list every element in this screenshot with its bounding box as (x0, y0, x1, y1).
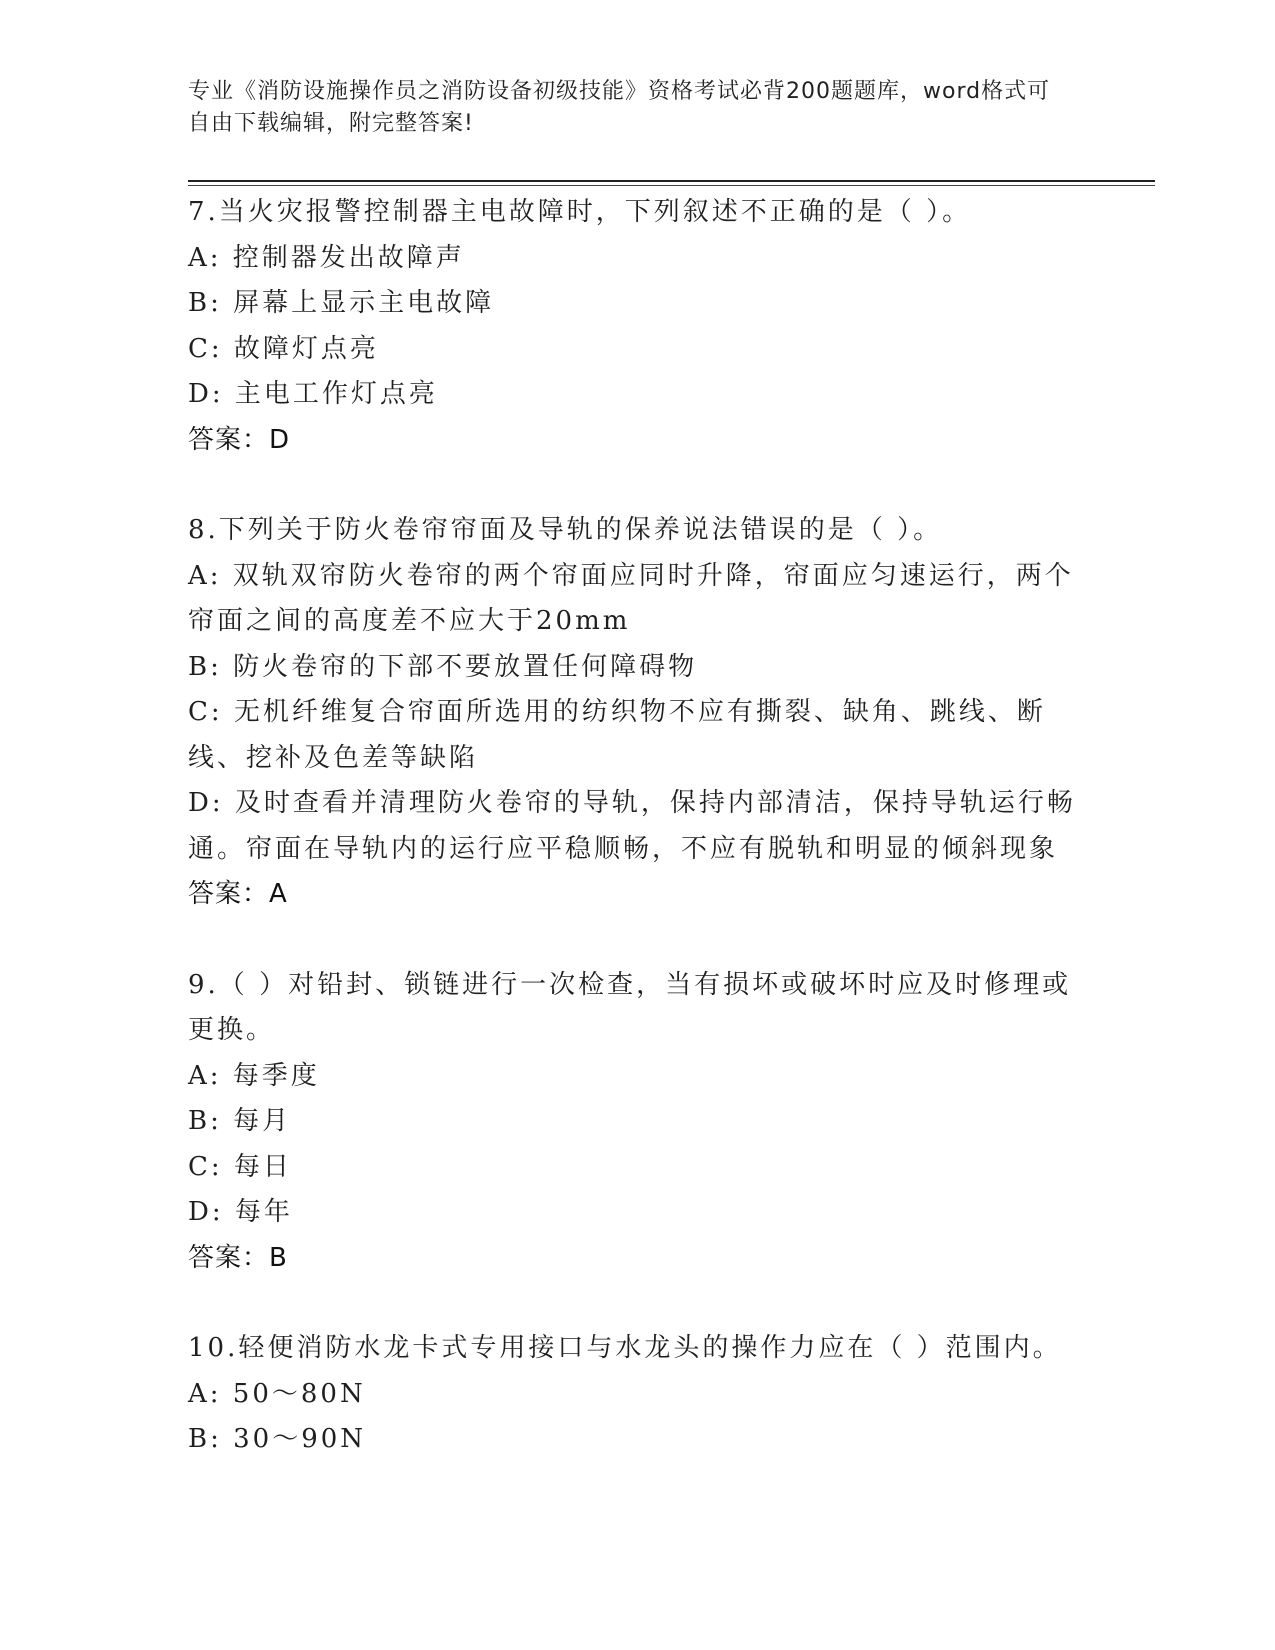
answer: 答案：A (188, 879, 288, 909)
option-c: C: 故障灯点亮 (188, 333, 379, 364)
option-d: D: 主电工作灯点亮 (188, 379, 438, 409)
header-divider-thin (188, 185, 1155, 186)
question-stem: 7.当火灾报警控制器主电故障时，下列叙述不正确的是（ ）。 (188, 197, 972, 227)
document-header: 专业《消防设施操作员之消防设备初级技能》资格考试必背200题题库，word格式可自由下载编辑，附完整答案! (188, 79, 1051, 136)
question-stem: 10.轻便消防水龙卡式专用接口与水龙头的操作力应在（ ）范围内。 (188, 1333, 1062, 1363)
question-7 (188, 190, 1088, 463)
question-stem: 8.下列关于防火卷帘帘面及导轨的保养说法错误的是（ ）。 (188, 515, 943, 545)
option-c: C: 每日 (188, 1151, 292, 1182)
question-stem: 9.（ ）对铅封、锁链进行一次检查，当有损坏或破坏时应及时修理或更换。 (188, 969, 1072, 1045)
question-10 (188, 1326, 1088, 1463)
option-b: B: 30～90N (188, 1424, 367, 1454)
option-d: D: 及时查看并清理防火卷帘的导轨，保持内部清洁，保持导轨运行畅通。帘面在导轨内的运行应平稳顺畅，不应有脱轨和明显的倾斜现象 (188, 788, 1076, 864)
option-a: A: 每季度 (188, 1060, 320, 1091)
header-divider (188, 180, 1155, 182)
question-list (188, 190, 1088, 1463)
option-a: A: 双轨双帘防火卷帘的两个帘面应同时升降，帘面应匀速运行，两个帘面之间的高度差不应大于20mm (188, 560, 1074, 636)
option-d: D: 每年 (188, 1197, 293, 1227)
option-b: B: 屏幕上显示主电故障 (188, 288, 495, 318)
question-8 (188, 508, 1088, 918)
option-b: B: 每月 (188, 1106, 292, 1136)
option-a: A: 50～80N (188, 1378, 366, 1409)
answer: 答案：D (188, 424, 291, 455)
option-a: A: 控制器发出故障声 (188, 242, 465, 273)
answer: 答案：B (188, 1242, 288, 1273)
option-c: C: 无机纤维复合帘面所选用的纺织物不应有撕裂、缺角、跳线、断线、挖补及色差等缺陷 (188, 697, 1046, 773)
option-b: B: 防火卷帘的下部不要放置任何障碍物 (188, 651, 698, 682)
question-9 (188, 963, 1088, 1282)
